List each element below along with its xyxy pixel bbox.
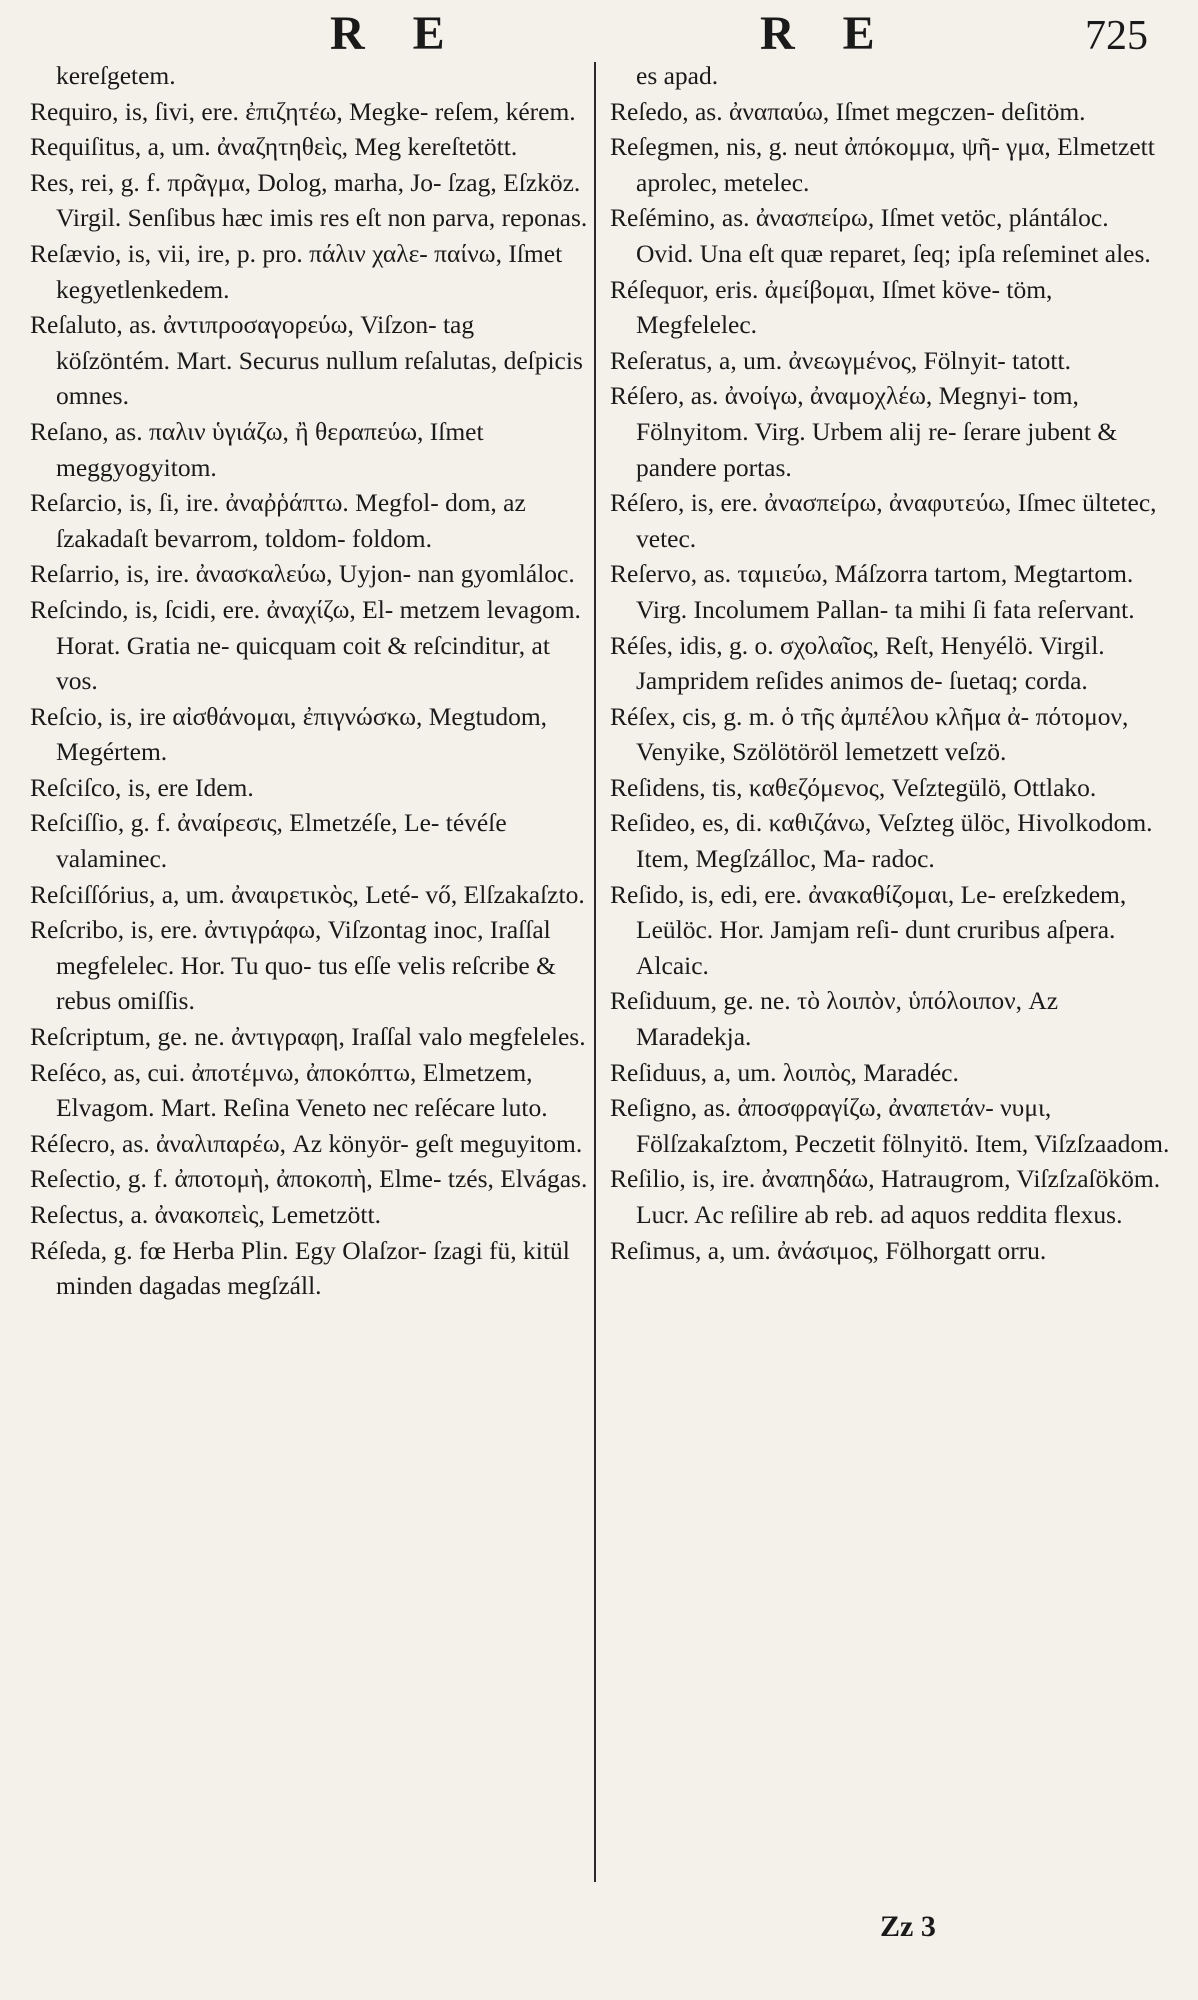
entry: Reſegmen, nis, g. neut ἀπόκομμα, ψῆ- γμα, Elmetzett aprolec, metelec. <box>610 132 1155 197</box>
entry: Reſémino, as. ἀνασπείρω, Iſmet vetöc, plántáloc. Ovid. Una eſt quæ reparet, ſeq; ipſa reſeminet ales. <box>610 203 1151 268</box>
entry: Reſciſco, is, ere Idem. <box>30 772 254 802</box>
entry: Reſcriptum, ge. ne. ἀντιγραφη, Iraſſal valo megfeleles. <box>30 1022 586 1052</box>
column-divider <box>594 62 596 1882</box>
entry: Reſaluto, as. ἀντιπροσαγορεύω, Viſzon- tag köſzöntém. Mart. Securus nullum reſalutas, deſpicis omnes. <box>30 310 583 411</box>
entry: Res, rei, g. f. πρᾶγμα, Dolog, marha, Jo- ſzag, Eſzköz. Virgil. Senſibus hæc imis res eſt non parva, reponas. <box>30 167 588 233</box>
header-left-letters: R E <box>330 7 463 60</box>
entry: Reſidens, tis, καθεζόμενος, Veſztegülö, Ottlako. <box>610 772 1097 802</box>
entry: Reſiduus, a, um. λοιπὸς, Maradéc. <box>610 1057 959 1087</box>
signature-mark: Zz 3 <box>880 1910 936 1943</box>
entry: Reſigno, as. ἀποσφραγίζω, ἀναπετάν- νυμι, Fölſzakaſztom, Peczetit fölnyitö. Item, Viſzſzaadom. <box>610 1093 1170 1158</box>
entry: Reſido, is, edi, ere. ἀνακαθίζομαι, Le- ereſzkedem, Leülöc. Hor. Jamjam reſi- dunt cruribus aſpera. Alcaic. <box>610 879 1127 980</box>
entry: Reſimus, a, um. ἀνάσιμος, Fölhorgatt orru. <box>610 1235 1047 1265</box>
entry: Reſéco, as, cui. ἀποτέμνω, ἀποκόπτω, Elmetzem, Elvagom. Mart. Reſina Veneto nec reſécare luto. <box>30 1057 548 1123</box>
entry: Reſciſſórius, a, um. ἀναιρετικὸς, Leté- vő, Elſzakaſzto. <box>30 879 585 909</box>
entry: Reſarcio, is, ſi, ire. ἀναῤῥάπτω. Megfol- dom, az ſzakadaſt bevarrom, toldom- foldom. <box>30 488 526 553</box>
entry: Reſeratus, a, um. ἀνεωγμένος, Fölnyit- tatott. <box>610 345 1071 375</box>
entry: Réſeda, g. fœ Herba Plin. Egy Olaſzor- ſzagi fü, kitül minden dagadas megſzáll. <box>30 1235 570 1301</box>
entry: Reſcribo, is, ere. ἀντιγράφω, Viſzontag inoc, Iraſſal megfelelec. Hor. Tu quo- tus eſſe velis reſcribe & rebus omiſſis. <box>30 915 556 1016</box>
entry: Requiro, is, ſivi, ere. ἐπιζητέω, Megke- reſem, kérem. <box>30 96 576 126</box>
entry: Reſervo, as. ταμιεύω, Máſzorra tartom, Megtartom. Virg. Incolumem Pallan- ta mihi ſi fata reſervant. <box>610 559 1135 624</box>
entry: Réſes, idis, g. o. σχολαῖος, Reſt, Henyélö. Virgil. Jampridem reſides animos de- ſuetaq; corda. <box>610 630 1105 696</box>
running-header <box>0 6 1198 64</box>
entry: Réſex, cis, g. m. ὁ τῆς ἀμπέλου κλῆμα ἀ- πότομον, Venyike, Szölötöröl lemetzett veſzö. <box>610 701 1129 767</box>
entry: Réſero, is, ere. ἀνασπείρω, ἀναφυτεύω, Iſmec ültetec, vetec. <box>610 488 1157 553</box>
entry: Réſero, as. ἀνοίγω, ἀναμοχλέω, Megnyi- tom, Fölnyitom. Virg. Urbem alij re- ſerare jubent & pandere portas. <box>610 381 1118 482</box>
entry: Reſideo, es, di. καθιζάνω, Veſzteg ülöc, Hivolkodom. Item, Megſzálloc, Ma- radoc. <box>610 808 1153 874</box>
entry: es apad. <box>636 61 719 90</box>
entry: Reſano, as. παλιν ὑγιάζω, ἢ θεραπεύω, Iſmet meggyogyitom. <box>30 416 484 482</box>
left-column <box>30 58 590 1304</box>
entry: Réſecro, as. ἀναλιπαρέω, Az könyör- geſt meguyitom. <box>30 1128 583 1158</box>
entry: Reſectus, a. ἀνακοπεὶς, Lemetzött. <box>30 1200 381 1229</box>
entry: Reſarrio, is, ire. ἀνασκαλεύω, Uyjon- nan gyomláloc. <box>30 559 575 589</box>
entry: Reſiduum, ge. ne. τὸ λοιπὸν, ὑπόλοιπον, Az Maradekja. <box>610 986 1059 1052</box>
entry: Reſilio, is, ire. ἀναπηδάω, Hatraugrom, Viſzſzaſököm. Lucr. Ac reſilire ab reb. ad aquos reddita flexus. <box>610 1164 1161 1229</box>
entry: Reſcindo, is, ſcidi, ere. ἀναχίζω, El- metzem levagom. Horat. Gratia ne- quicquam coit & reſcinditur, at vos. <box>30 594 581 696</box>
entry: kereſgetem. <box>56 61 176 90</box>
entry: Requiſitus, a, um. ἀναζητηθεὶς, Meg kereſtetött. <box>30 132 518 162</box>
entry: Reſcio, is, ire αἰσθάνομαι, ἐπιγνώσκω, Megtudom, Megértem. <box>30 701 548 767</box>
right-column <box>610 58 1170 1268</box>
entry: Reſævio, is, vii, ire, p. pro. πάλιν χαλε- παίνω, Iſmet kegyetlenkedem. <box>30 238 563 304</box>
header-right-letters: R E <box>760 7 893 60</box>
entry: Reſectio, g. f. ἀποτομὴ, ἀποκοπὴ, Elme- tzés, Elvágas. <box>30 1164 588 1194</box>
entry: Reſedo, as. ἀναπαύω, Iſmet megczen- deſitöm. <box>610 96 1086 126</box>
page-number: 725 <box>1085 13 1148 59</box>
entry: Réſequor, eris. ἀμείβομαι, Iſmet köve- töm, Megfelelec. <box>610 274 1053 340</box>
entry: Reſciſſio, g. f. ἀναίρεσις, Elmetzéſe, Le- tévéſe valaminec. <box>30 808 507 874</box>
